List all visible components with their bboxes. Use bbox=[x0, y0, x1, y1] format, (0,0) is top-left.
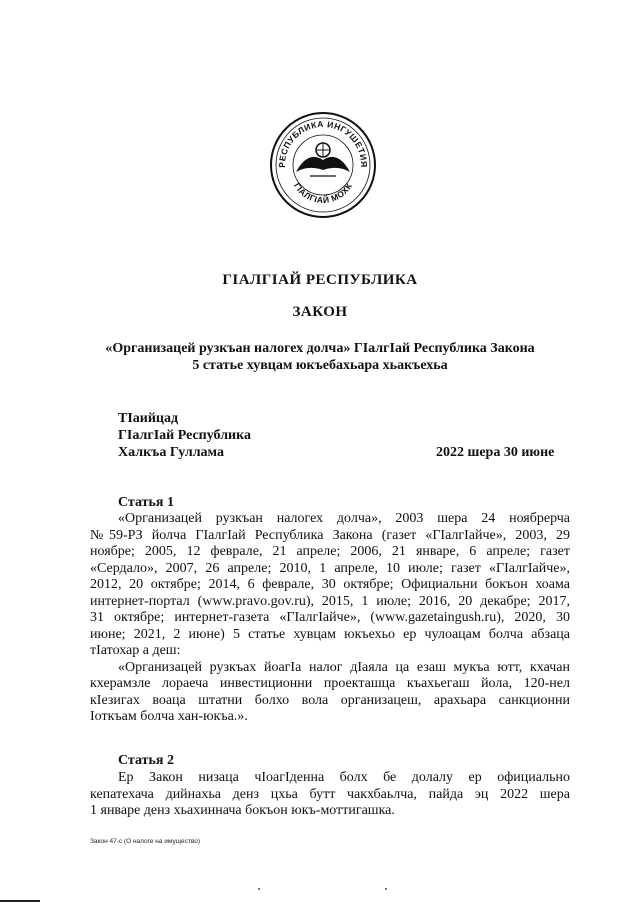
seal-bottom-text: ГIАЛГIАЙ МОХК bbox=[291, 180, 355, 206]
article1-quote-line: Iоткъам болча хан-юкъа.». bbox=[90, 709, 248, 724]
article1-line: июне; 2021, 2 июне) 5 статье хувцам юкъехьо ер чулоацам болча абзаца bbox=[90, 626, 570, 642]
adopted-label: ТIаийцад bbox=[118, 411, 179, 426]
article1-quote-line: кIезигах воаца штатни болхо вола организацеш, арахьара санкционни bbox=[90, 692, 570, 708]
adoption-date: 2022 шера 30 июне bbox=[436, 445, 555, 460]
adopted-by-line: ГIалгIай Республика bbox=[118, 428, 251, 443]
article1-line: №59-РЗ йолча ГIалгIай Республика Закона (газет «ГIалгIайче», 2003, 29 bbox=[90, 527, 570, 543]
article2-line: Ер Закон низаца чIоагIденна болх бе долалу ер официально bbox=[118, 770, 570, 785]
article1-line: «Сердало», 2007, 26 апреле; 2010, 1 апреле, 10 июле; газет «ГIалгIайче», bbox=[90, 560, 570, 576]
article1-quote-line: кхерамзле лораеча инвестиционни проекташца къахьегаш йола, 120-нел bbox=[90, 676, 570, 691]
article1-line: ноябре; 2005, 12 феврале, 21 апреле; 2006, 21 январе, 6 апреле; газет bbox=[90, 544, 570, 559]
law-heading: ЗАКОН bbox=[292, 304, 348, 320]
article2-line: кепатехача дийнахьа денз цхьа бутт чакхбаьлча, пайда эц 2022 шера bbox=[90, 786, 570, 802]
article2-body bbox=[90, 770, 570, 820]
footer-note: Закон 47-с (О налоге на имущество) bbox=[90, 838, 200, 845]
article2-line: 1 январе денз хьахиннача бокъон юкъ-моттигашка. bbox=[90, 803, 395, 818]
article1-line: 2012, 20 октябре; 2014, 6 феврале, 30 октябре; Официальни бокъон хоама bbox=[90, 577, 570, 592]
scan-dot bbox=[258, 888, 260, 890]
seal-top-text: РЕСПУБЛИКА ИНГУШЕТИЯ bbox=[276, 118, 370, 168]
scan-dot bbox=[385, 888, 387, 890]
article1-body bbox=[90, 511, 570, 726]
article1-line: интернет-портал (www.pravo.gov.ru), 2015, 1 июле; 2016, 20 декабре; 2017, bbox=[90, 593, 570, 609]
article2-heading: Статья 2 bbox=[118, 753, 174, 768]
article1-line: тIатохар а деш: bbox=[90, 643, 181, 658]
law-title-line1: «Организацей рузкъан налогех долча» ГIалгIай Республика Закона bbox=[105, 341, 535, 356]
article1-line: «Организацей рузкъан налогех долча», 2003 шера 24 ноябрерча bbox=[118, 511, 570, 526]
scan-edge-mark bbox=[0, 900, 40, 902]
republic-seal-icon bbox=[268, 110, 378, 220]
article1-line: 31 октябре; интернет-газета «ГIалгIайче», (www.gazetaingush.ru), 2020, 30 bbox=[90, 610, 570, 625]
article1-quote-line: «Организацей рузкъах йоагIа налог дIаяла ца езаш мукъа ютт, кхачан bbox=[118, 659, 570, 675]
article1-heading: Статья 1 bbox=[118, 495, 174, 510]
adopted-assembly-line: Халкъа Гуллама bbox=[118, 445, 224, 460]
republic-heading: ГIАЛГIАЙ РЕСПУБЛИКА bbox=[222, 272, 418, 288]
svg-text:ГIАЛГIАЙ МОХК bbox=[292, 181, 354, 205]
law-title-line2: 5 статье хувцам юкъебахьара хьакъехьа bbox=[192, 358, 448, 373]
